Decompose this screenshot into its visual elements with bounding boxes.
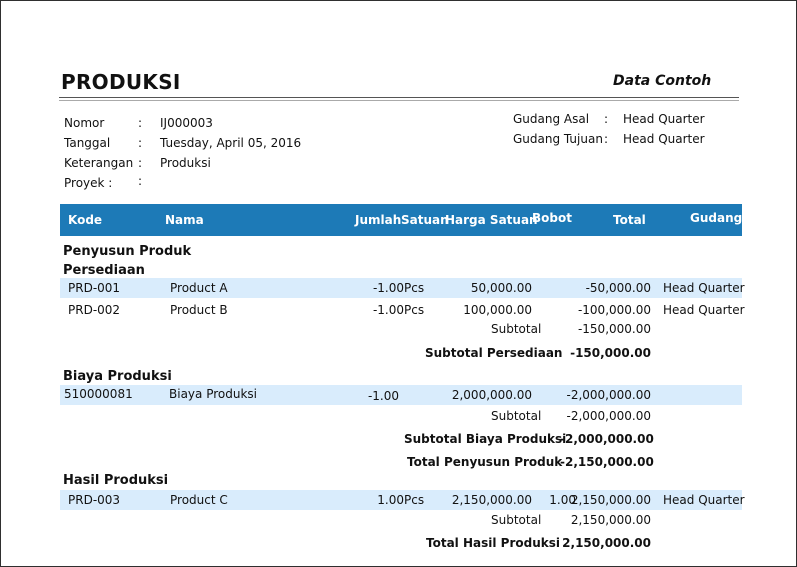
row-satuan: Pcs (404, 303, 425, 317)
nomor-value: IJ000003 (160, 116, 213, 130)
row-jumlah: -1.00 (372, 303, 404, 317)
row-harga: 2,150,000.00 (451, 493, 532, 507)
row-kode: PRD-003 (68, 493, 121, 507)
biaya-grand-label: Subtotal Biaya Produksi (404, 432, 567, 446)
row-gudang: Head Quarter (663, 303, 745, 317)
gudang-asal-colon: : (604, 112, 609, 126)
row-nama: Product B (170, 303, 228, 317)
biaya-grand-value: -2,000,000.00 (560, 432, 654, 446)
keterangan-colon: : (138, 156, 143, 170)
penyusun-total-label: Total Penyusun Produk (407, 455, 563, 469)
header-harga-satuan: Harga Satuan (445, 213, 538, 227)
header-nama: Nama (165, 213, 204, 227)
hasil-total-value: 2,150,000.00 (562, 536, 651, 550)
section-biaya-title: Biaya Produksi (63, 369, 172, 384)
header-total: Total (613, 213, 646, 227)
table-row (60, 490, 745, 510)
row-nama: Product C (170, 493, 228, 507)
hasil-subtotal-value: 2,150,000.00 (570, 513, 651, 527)
header-satuan: Satuan (401, 213, 449, 227)
biaya-subtotal-value: -2,000,000.00 (566, 409, 651, 423)
row-total: -50,000.00 (585, 281, 651, 295)
row-bobot: 1.00 (549, 493, 576, 507)
header-gudang: Gudang (690, 211, 743, 225)
biaya-subtotal-label: Subtotal (491, 409, 542, 423)
row-jumlah: -1.00 (372, 281, 404, 295)
row-nama: Biaya Produksi (169, 387, 257, 401)
gudang-asal-label: Gudang Asal (513, 112, 590, 126)
nomor-label: Nomor (64, 116, 105, 130)
gudang-asal-value: Head Quarter (623, 112, 705, 126)
title-divider (59, 97, 739, 98)
persediaan-subtotal-label: Subtotal (491, 322, 542, 336)
row-total: -100,000.00 (577, 303, 651, 317)
row-harga: 50,000.00 (470, 281, 532, 295)
row-kode: 510000081 (64, 387, 133, 401)
tanggal-value: Tuesday, April 05, 2016 (160, 136, 302, 150)
gudang-tujuan-value: Head Quarter (623, 132, 705, 146)
keterangan-value: Produksi (160, 156, 211, 170)
header-kode: Kode (68, 213, 103, 227)
hasil-total-label: Total Hasil Produksi (426, 536, 560, 550)
row-satuan: Pcs (404, 493, 425, 507)
row-total: -2,000,000.00 (566, 388, 651, 402)
persediaan-subtotal-value: -150,000.00 (577, 322, 651, 336)
row-gudang: Head Quarter (663, 493, 745, 507)
table-row (60, 385, 742, 405)
table-row (60, 278, 745, 298)
gudang-tujuan-label: Gudang Tujuan (513, 132, 603, 146)
tanggal-colon: : (138, 136, 143, 150)
row-kode: PRD-001 (68, 281, 121, 295)
table-header (60, 204, 742, 236)
penyusun-total-value: -2,150,000.00 (560, 455, 654, 469)
header-bobot: Bobot (532, 211, 572, 225)
row-jumlah: 1.00 (377, 493, 404, 507)
row-harga: 100,000.00 (463, 303, 532, 317)
row-nama: Product A (170, 281, 228, 295)
row-gudang: Head Quarter (663, 281, 745, 295)
row-total: 2,150,000.00 (570, 493, 651, 507)
persediaan-grand-label: Subtotal Persediaan (425, 346, 563, 360)
hasil-subtotal-label: Subtotal (491, 513, 542, 527)
row-jumlah: -1.00 (367, 389, 399, 403)
row-harga: 2,000,000.00 (451, 388, 532, 402)
proyek-colon: : (138, 174, 143, 188)
row-kode: PRD-002 (68, 303, 121, 317)
row-satuan: Pcs (404, 281, 425, 295)
keterangan-label: Keterangan (64, 156, 134, 170)
persediaan-grand-value: -150,000.00 (570, 346, 651, 360)
title-divider-secondary (59, 100, 739, 101)
section-hasil-title: Hasil Produksi (63, 473, 169, 488)
company-name: Data Contoh (613, 73, 712, 89)
gudang-tujuan-colon: : (604, 132, 609, 146)
tanggal-label: Tanggal (64, 136, 111, 150)
nomor-colon: : (138, 116, 143, 130)
section-persediaan-title: Persediaan (63, 263, 145, 278)
proyek-label: Proyek : (64, 176, 113, 190)
report-title: PRODUKSI (61, 70, 181, 94)
section-penyusun-title: Penyusun Produk (63, 244, 192, 259)
header-jumlah: Jumlah (355, 213, 402, 227)
